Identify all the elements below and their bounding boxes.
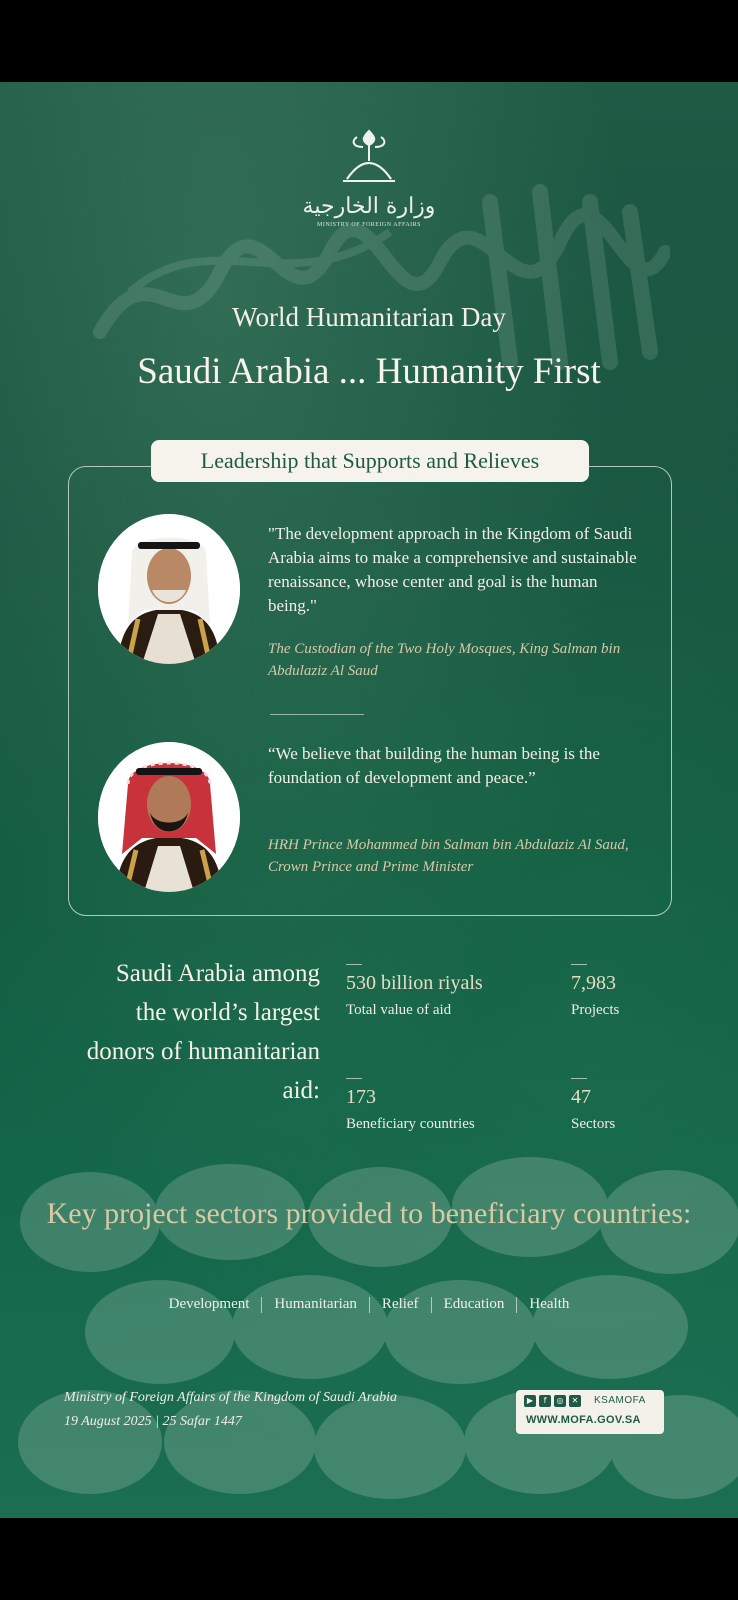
top-black-bar xyxy=(0,0,738,82)
stat-value: 173 xyxy=(346,1086,376,1108)
portrait-king-salman xyxy=(98,514,240,664)
quote-text-2: “We believe that building the human being is the foundation of development and peace.” xyxy=(268,744,600,787)
ministry-name-english: MINISTRY OF FOREIGN AFFAIRS xyxy=(316,222,422,228)
stat-beneficiary-countries xyxy=(346,1078,475,1135)
stat-sectors xyxy=(571,1078,615,1135)
website-url[interactable]: WWW.MOFA.GOV.SA xyxy=(526,1414,641,1426)
sector-list xyxy=(0,1296,738,1313)
stat-dash xyxy=(346,964,362,965)
sectors-heading: Key project sectors provided to beneficiary countries: xyxy=(46,1197,692,1230)
stat-label: Total value of aid xyxy=(346,1002,452,1018)
bottom-black-bar xyxy=(0,1518,738,1600)
title-line-2: Saudi Arabia ... Humanity First xyxy=(137,351,601,392)
sector-development: Development xyxy=(168,1296,250,1312)
stat-value: 47 xyxy=(571,1086,591,1108)
stat-label: Beneficiary countries xyxy=(346,1116,475,1132)
instagram-icon[interactable]: ◎ xyxy=(554,1395,566,1407)
ministry-name-arabic: وزارة الخارجية xyxy=(302,194,436,219)
portrait-crown-prince xyxy=(98,742,240,892)
leadership-label: Leadership that Supports and Relieves xyxy=(151,440,589,482)
sector-separator xyxy=(431,1297,432,1313)
stat-dash xyxy=(571,1078,587,1079)
social-icons xyxy=(524,1395,581,1407)
stat-label: Projects xyxy=(571,1002,620,1018)
sector-separator xyxy=(369,1297,370,1313)
saudi-emblem-icon xyxy=(333,127,405,187)
quote-text-1: "The development approach in the Kingdom of Saudi Arabia aims to make a comprehensive and sustainable renaissance, whose center and goal is the human being." xyxy=(268,524,637,615)
social-badge xyxy=(516,1390,664,1434)
poster xyxy=(0,82,738,1518)
quote-author-2: HRH Prince Mohammed bin Salman bin Abdulaziz Al Saud, Crown Prince and Prime Minister xyxy=(268,837,629,875)
quote-author-1: The Custodian of the Two Holy Mosques, King Salman bin Abdulaziz Al Saud xyxy=(268,641,621,679)
stat-projects xyxy=(571,964,619,1021)
stat-dash xyxy=(571,964,587,965)
sector-relief: Relief xyxy=(381,1296,419,1312)
sector-separator xyxy=(516,1297,517,1313)
stat-label: Sectors xyxy=(571,1116,616,1132)
stat-value: 7,983 xyxy=(571,972,616,994)
stats-heading: Saudi Arabia among the world’s largest donors of humanitarian aid: xyxy=(86,960,320,1104)
stat-dash xyxy=(346,1078,362,1079)
facebook-icon[interactable]: f xyxy=(539,1395,551,1407)
stat-total-value xyxy=(346,964,483,1021)
title-line-1: World Humanitarian Day xyxy=(232,302,506,332)
footer-ministry: Ministry of Foreign Affairs of the Kingdom of Saudi Arabia xyxy=(64,1390,398,1405)
stat-value: 530 billion riyals xyxy=(346,972,483,994)
sector-health: Health xyxy=(529,1296,570,1312)
quote-divider xyxy=(270,714,364,715)
sector-education: Education xyxy=(443,1296,505,1312)
x-icon[interactable]: ✕ xyxy=(569,1395,581,1407)
footer-date: 19 August 2025 | 25 Safar 1447 xyxy=(64,1414,242,1429)
sector-separator xyxy=(261,1297,262,1313)
social-handle: KSAMOFA xyxy=(594,1395,646,1406)
sector-humanitarian: Humanitarian xyxy=(274,1296,357,1312)
youtube-icon[interactable]: ▶ xyxy=(524,1395,536,1407)
